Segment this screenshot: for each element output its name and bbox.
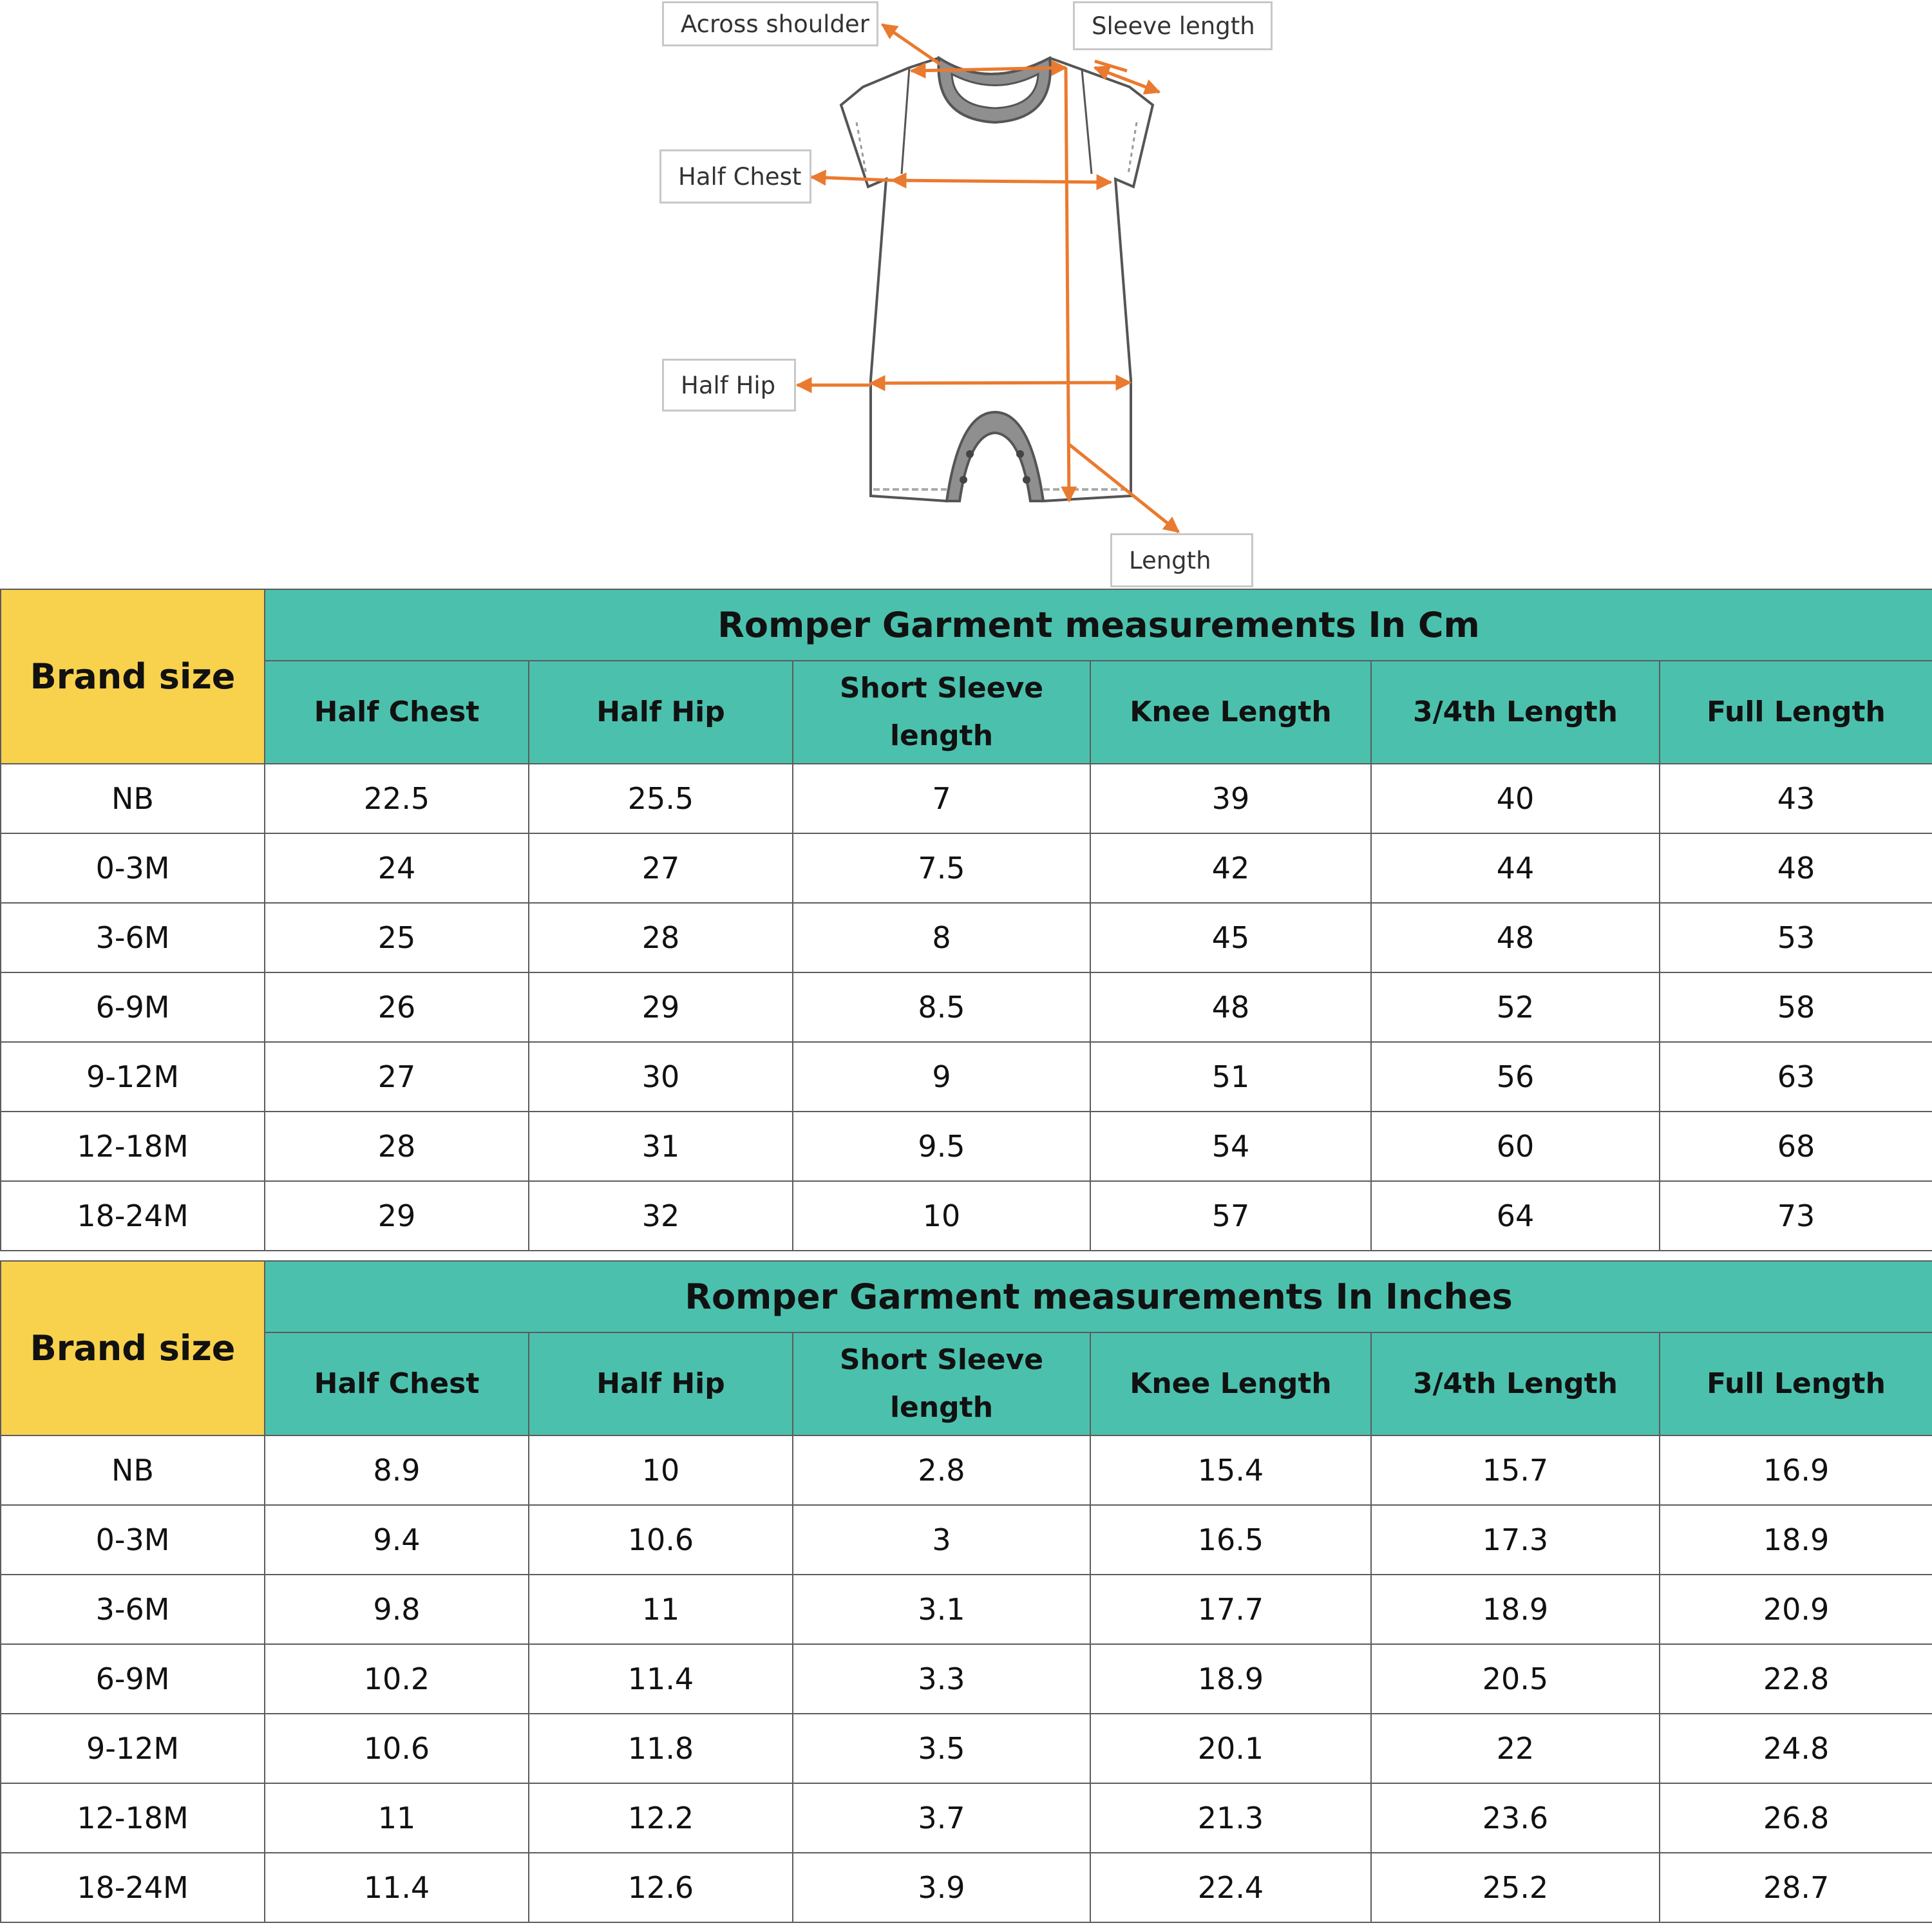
table-body-cm <box>1 764 1932 1251</box>
table-cell: 18.9 <box>1371 1575 1660 1644</box>
table-cell: 3.3 <box>793 1644 1090 1714</box>
table-cell: 25.2 <box>1371 1853 1660 1922</box>
label-length: Length <box>1110 533 1253 587</box>
table-cell: 16.9 <box>1660 1435 1932 1505</box>
table-cell: 10.2 <box>265 1644 529 1714</box>
table-cell: 3-6M <box>1 1575 265 1644</box>
column-header-row <box>1 1332 1932 1435</box>
column-header: Short Sleeve length <box>793 1332 1090 1435</box>
table-cell: 10.6 <box>265 1714 529 1783</box>
table-row <box>1 1783 1932 1853</box>
table-cell: 45 <box>1090 903 1371 972</box>
size-table-inches <box>0 1260 1932 1923</box>
column-header-row <box>1 661 1932 764</box>
table-cell: 22.4 <box>1090 1853 1371 1922</box>
column-header: 3/4th Length <box>1371 1332 1660 1435</box>
table-cell: 16.5 <box>1090 1505 1371 1575</box>
table-cell: 12.2 <box>529 1783 793 1853</box>
table-cell: 52 <box>1371 972 1660 1042</box>
column-header: 3/4th Length <box>1371 661 1660 764</box>
table-cell: 31 <box>529 1112 793 1181</box>
table-cell: 27 <box>529 833 793 903</box>
table-row <box>1 903 1932 972</box>
table-cell: 39 <box>1090 764 1371 833</box>
table-cell: 17.7 <box>1090 1575 1371 1644</box>
table-cell: 6-9M <box>1 1644 265 1714</box>
column-header: Full Length <box>1660 1332 1932 1435</box>
label-sleeve-length: Sleeve length <box>1073 1 1273 50</box>
table-cell: 9 <box>793 1042 1090 1112</box>
romper-diagram <box>0 0 1932 589</box>
label-half-hip: Half Hip <box>662 359 796 412</box>
table-cell: 22.8 <box>1660 1644 1932 1714</box>
table-cell: 64 <box>1371 1181 1660 1251</box>
table-cell: 9.4 <box>265 1505 529 1575</box>
table-cell: 18.9 <box>1090 1644 1371 1714</box>
table-cell: 8 <box>793 903 1090 972</box>
table-cell: 32 <box>529 1181 793 1251</box>
table-cell: 9-12M <box>1 1042 265 1112</box>
table-row <box>1 764 1932 833</box>
brand-size-header: Brand size <box>1 589 265 764</box>
romper-body-outline <box>841 58 1153 501</box>
table-cell: 7.5 <box>793 833 1090 903</box>
table-row <box>1 1112 1932 1181</box>
table-cell: 11.8 <box>529 1714 793 1783</box>
table-cell: 2.8 <box>793 1435 1090 1505</box>
table-cell: 3.5 <box>793 1714 1090 1783</box>
table-cell: 73 <box>1660 1181 1932 1251</box>
table-cell: 0-3M <box>1 1505 265 1575</box>
column-header: Half Chest <box>265 1332 529 1435</box>
table-cell: 9.5 <box>793 1112 1090 1181</box>
table-cell: 21.3 <box>1090 1783 1371 1853</box>
table-title-row <box>1 1261 1932 1332</box>
table-cell: 12-18M <box>1 1783 265 1853</box>
table-cell: 0-3M <box>1 833 265 903</box>
table-cell: 18.9 <box>1660 1505 1932 1575</box>
table-cell: 12-18M <box>1 1112 265 1181</box>
column-header: Short Sleeve length <box>793 661 1090 764</box>
table-cell: 11.4 <box>529 1644 793 1714</box>
table-row <box>1 1181 1932 1251</box>
table-cell: 10.6 <box>529 1505 793 1575</box>
table-cell: 42 <box>1090 833 1371 903</box>
table-cell: 24.8 <box>1660 1714 1932 1783</box>
table-title: Romper Garment measurements In Cm <box>265 589 1932 661</box>
table-cell: 28 <box>265 1112 529 1181</box>
table-cell: 51 <box>1090 1042 1371 1112</box>
table-body-inches <box>1 1435 1932 1922</box>
column-header: Knee Length <box>1090 1332 1371 1435</box>
table-cell: 6-9M <box>1 972 265 1042</box>
table-cell: 9.8 <box>265 1575 529 1644</box>
table-cell: 24 <box>265 833 529 903</box>
table-cell: 8.5 <box>793 972 1090 1042</box>
table-cell: 48 <box>1371 903 1660 972</box>
table-row <box>1 1644 1932 1714</box>
table-cell: 10 <box>793 1181 1090 1251</box>
table-cell: NB <box>1 1435 265 1505</box>
table-cell: 23.6 <box>1371 1783 1660 1853</box>
table-cell: 15.4 <box>1090 1435 1371 1505</box>
table-cell: 25.5 <box>529 764 793 833</box>
column-header: Half Hip <box>529 1332 793 1435</box>
table-cell: 54 <box>1090 1112 1371 1181</box>
table-cell: 57 <box>1090 1181 1371 1251</box>
table-cell: 15.7 <box>1371 1435 1660 1505</box>
table-cell: 43 <box>1660 764 1932 833</box>
table-cell: 20.9 <box>1660 1575 1932 1644</box>
table-cell: 18-24M <box>1 1181 265 1251</box>
table-cell: 22 <box>1371 1714 1660 1783</box>
brand-size-header: Brand size <box>1 1261 265 1435</box>
table-cell: 44 <box>1371 833 1660 903</box>
table-cell: 29 <box>265 1181 529 1251</box>
table-cell: 11.4 <box>265 1853 529 1922</box>
column-header: Half Chest <box>265 661 529 764</box>
label-half-chest: Half Chest <box>659 149 811 204</box>
table-row <box>1 1853 1932 1922</box>
table-cell: 40 <box>1371 764 1660 833</box>
table-cell: 18-24M <box>1 1853 265 1922</box>
table-cell: 12.6 <box>529 1853 793 1922</box>
table-cell: 3 <box>793 1505 1090 1575</box>
table-title: Romper Garment measurements In Inches <box>265 1261 1932 1332</box>
table-row <box>1 1505 1932 1575</box>
table-cell: 63 <box>1660 1042 1932 1112</box>
table-cell: 8.9 <box>265 1435 529 1505</box>
table-cell: 7 <box>793 764 1090 833</box>
table-cell: 28.7 <box>1660 1853 1932 1922</box>
table-cell: NB <box>1 764 265 833</box>
label-across-shoulder: Across shoulder <box>662 1 878 46</box>
table-row <box>1 1714 1932 1783</box>
table-cell: 53 <box>1660 903 1932 972</box>
table-cell: 48 <box>1660 833 1932 903</box>
table-cell: 11 <box>529 1575 793 1644</box>
table-cell: 17.3 <box>1371 1505 1660 1575</box>
table-cell: 25 <box>265 903 529 972</box>
table-cell: 9-12M <box>1 1714 265 1783</box>
column-header: Half Hip <box>529 661 793 764</box>
table-cell: 56 <box>1371 1042 1660 1112</box>
table-row <box>1 1435 1932 1505</box>
column-header: Full Length <box>1660 661 1932 764</box>
table-cell: 3-6M <box>1 903 265 972</box>
table-row <box>1 972 1932 1042</box>
table-cell: 3.9 <box>793 1853 1090 1922</box>
size-table-cm <box>0 589 1932 1251</box>
table-row <box>1 1575 1932 1644</box>
romper-illustration <box>0 0 1932 589</box>
table-cell: 22.5 <box>265 764 529 833</box>
table-cell: 60 <box>1371 1112 1660 1181</box>
table-cell: 11 <box>265 1783 529 1853</box>
table-cell: 3.1 <box>793 1575 1090 1644</box>
table-cell: 20.5 <box>1371 1644 1660 1714</box>
table-cell: 28 <box>529 903 793 972</box>
column-header: Knee Length <box>1090 661 1371 764</box>
table-cell: 10 <box>529 1435 793 1505</box>
table-cell: 58 <box>1660 972 1932 1042</box>
table-row <box>1 833 1932 903</box>
table-cell: 30 <box>529 1042 793 1112</box>
table-cell: 3.7 <box>793 1783 1090 1853</box>
table-cell: 20.1 <box>1090 1714 1371 1783</box>
table-cell: 68 <box>1660 1112 1932 1181</box>
table-cell: 27 <box>265 1042 529 1112</box>
table-title-row <box>1 589 1932 661</box>
table-row <box>1 1042 1932 1112</box>
table-cell: 48 <box>1090 972 1371 1042</box>
table-cell: 26 <box>265 972 529 1042</box>
table-cell: 29 <box>529 972 793 1042</box>
table-cell: 26.8 <box>1660 1783 1932 1853</box>
